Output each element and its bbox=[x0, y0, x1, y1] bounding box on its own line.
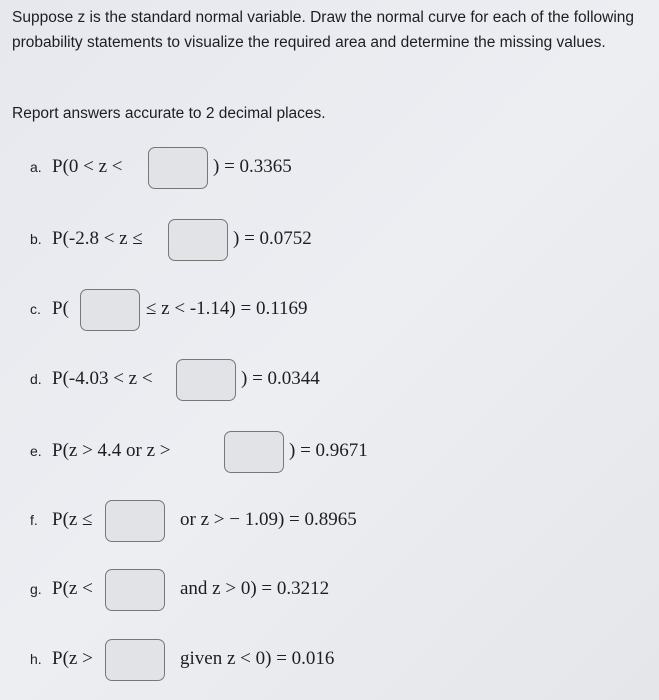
answer-input-g[interactable] bbox=[105, 569, 165, 611]
question-e bbox=[0, 430, 659, 474]
expression-after: ) = 0.3365 bbox=[213, 156, 292, 177]
question-label: a. bbox=[30, 159, 42, 175]
question-label: g. bbox=[30, 581, 42, 597]
expression-before: P(z ≤ bbox=[52, 509, 93, 530]
expression-after: given z < 0) = 0.016 bbox=[180, 648, 335, 669]
question-g bbox=[0, 568, 659, 612]
question-f bbox=[0, 499, 659, 543]
question-label: b. bbox=[30, 231, 42, 247]
expression-after: ) = 0.0752 bbox=[233, 228, 312, 249]
question-a bbox=[0, 146, 659, 190]
answer-input-e[interactable] bbox=[224, 431, 284, 473]
expression-after: and z > 0) = 0.3212 bbox=[180, 578, 330, 599]
expression-after: ) = 0.0344 bbox=[241, 368, 320, 389]
instructions: Suppose z is the standard normal variable. Draw the normal curve for each of the following probability statements to visualize the required area and determine the missing values. bbox=[12, 9, 635, 51]
question-label: f. bbox=[30, 512, 38, 528]
answer-input-d[interactable] bbox=[176, 359, 236, 401]
question-label: c. bbox=[30, 301, 41, 317]
question-h bbox=[0, 638, 659, 682]
expression-before: P(0 < z < bbox=[52, 156, 123, 177]
expression-before: P(z > 4.4 or z > bbox=[52, 440, 171, 461]
expression-before: P(-2.8 < z ≤ bbox=[52, 228, 143, 249]
expression-after: ≤ z < -1.14) = 0.1169 bbox=[146, 298, 308, 319]
answer-input-c[interactable] bbox=[80, 289, 140, 331]
question-label: d. bbox=[30, 371, 42, 387]
expression-before: P(z > bbox=[52, 648, 93, 669]
question-label: h. bbox=[30, 651, 42, 667]
expression-after: ) = 0.9671 bbox=[289, 440, 368, 461]
expression-after: or z > − 1.09) = 0.8965 bbox=[180, 509, 357, 530]
answer-input-b[interactable] bbox=[168, 219, 228, 261]
question-label: e. bbox=[30, 443, 42, 459]
expression-before: P( bbox=[52, 298, 69, 319]
question-c bbox=[0, 288, 659, 332]
answer-input-h[interactable] bbox=[105, 639, 165, 681]
answer-input-f[interactable] bbox=[105, 500, 165, 542]
precision-note: Report answers accurate to 2 decimal places. bbox=[12, 105, 326, 122]
answer-input-a[interactable] bbox=[148, 147, 208, 189]
expression-before: P(z < bbox=[52, 578, 93, 599]
expression-before: P(-4.03 < z < bbox=[52, 368, 153, 389]
question-d bbox=[0, 358, 659, 402]
question-b bbox=[0, 218, 659, 262]
